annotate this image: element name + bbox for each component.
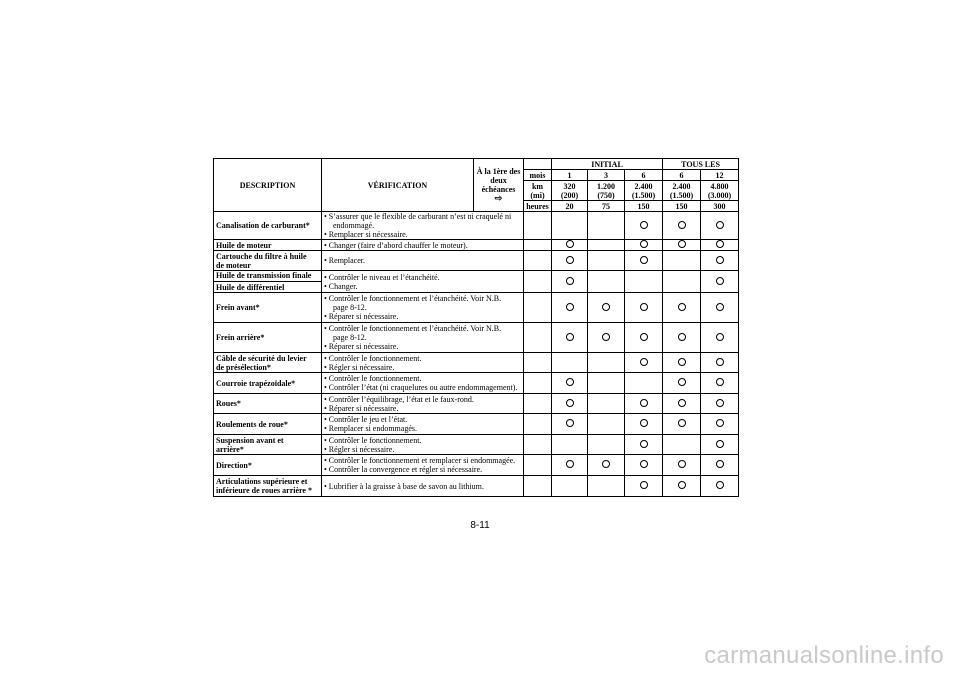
- interval-cell: [588, 251, 625, 271]
- month-value: 6: [625, 170, 663, 181]
- label-column-cell: [524, 353, 552, 373]
- interval-cell: [663, 212, 701, 240]
- verification-line: • Contrôler le fonctionnement et l’étanchéité. Voir N.B.: [324, 294, 502, 303]
- circle-mark-icon: [716, 399, 724, 407]
- row-description: [214, 476, 322, 497]
- row-description: [214, 323, 322, 353]
- interval-cell: [625, 271, 663, 293]
- circle-mark-icon: [566, 419, 574, 427]
- description-line: Huile de moteur: [216, 240, 272, 250]
- circle-mark-icon: [640, 256, 648, 264]
- circle-mark-icon: [566, 303, 574, 311]
- circle-mark-icon: [716, 256, 724, 264]
- interval-cell: [663, 435, 701, 455]
- table-row: [214, 476, 739, 497]
- description-line: Câble de sécurité du levier: [216, 353, 307, 363]
- circle-mark-icon: [716, 221, 724, 229]
- circle-mark-icon: [566, 256, 574, 264]
- verification-line: • Réparer si nécessaire.: [324, 403, 399, 413]
- circle-mark-icon: [640, 419, 648, 427]
- circle-mark-icon: [716, 378, 724, 386]
- row-description: [214, 271, 322, 293]
- verification-line: • Lubrifier à la graisse à base de savon au lithium.: [324, 481, 484, 491]
- description-line: Huile de différentiel: [216, 283, 285, 292]
- first-due-line2: deux: [490, 176, 507, 185]
- table-row: [214, 414, 739, 435]
- label-column-cell: [524, 323, 552, 353]
- circle-mark-icon: [640, 399, 648, 407]
- verification-line: • Contrôler le jeu et l’état.: [324, 415, 408, 424]
- hours-value: 300: [701, 201, 739, 212]
- verification-line: • Régler si nécessaire.: [324, 444, 395, 454]
- circle-mark-icon: [678, 240, 686, 248]
- circle-mark-icon: [678, 303, 686, 311]
- description-line: Courroie trapézoïdale*: [216, 378, 296, 388]
- circle-mark-icon: [640, 460, 648, 468]
- circle-mark-icon: [566, 277, 574, 285]
- circle-mark-icon: [566, 378, 574, 386]
- interval-cell: [552, 293, 588, 323]
- verification-line: • Changer (faire d’abord chauffer le moteur).: [324, 240, 468, 250]
- circle-mark-icon: [678, 419, 686, 427]
- label-column-cell: [524, 212, 552, 240]
- table-row: [214, 251, 739, 271]
- table-row: [214, 373, 739, 394]
- interval-cell: [663, 394, 701, 414]
- row-verification: [322, 435, 524, 455]
- label-hours: heures: [524, 201, 552, 212]
- label-column-cell: [524, 271, 552, 293]
- row-verification: [322, 323, 524, 353]
- interval-cell: [552, 414, 588, 435]
- description-line: Huile de transmission finale: [214, 271, 321, 282]
- month-value: 3: [588, 170, 625, 181]
- row-verification: [322, 353, 524, 373]
- interval-cell: [625, 455, 663, 476]
- interval-cell: [552, 323, 588, 353]
- interval-cell: [625, 476, 663, 497]
- description-line: de moteur: [216, 260, 251, 270]
- description-line: Direction*: [216, 460, 252, 470]
- table-row: [214, 353, 739, 373]
- circle-mark-icon: [678, 378, 686, 386]
- circle-mark-icon: [640, 481, 648, 489]
- interval-cell: [625, 212, 663, 240]
- interval-cell: [588, 394, 625, 414]
- verification-line: page 8-12.: [333, 333, 367, 342]
- km-value: 320 (200): [552, 181, 588, 201]
- interval-cell: [588, 414, 625, 435]
- month-value: 6: [663, 170, 701, 181]
- verification-line: • S’assurer que le flexible de carburant n’est ni craquelé ni: [324, 212, 512, 221]
- km-value: 4.800 (3.000): [701, 181, 739, 201]
- hours-value: 150: [625, 201, 663, 212]
- circle-mark-icon: [716, 481, 724, 489]
- interval-cell: [663, 293, 701, 323]
- interval-cell: [588, 476, 625, 497]
- description-line: Frein avant*: [216, 303, 260, 312]
- interval-cell: [701, 240, 739, 251]
- description-line: Articulations supérieure et: [216, 477, 308, 486]
- interval-cell: [625, 293, 663, 323]
- verification-line: • Contrôler le fonctionnement et remplacer si endommagée.: [324, 456, 516, 465]
- page-number: 8-11: [470, 520, 490, 531]
- interval-cell: [701, 414, 739, 435]
- row-verification: [322, 251, 524, 271]
- interval-cell: [701, 251, 739, 271]
- circle-mark-icon: [716, 240, 724, 248]
- description-line: Suspension avant et: [216, 435, 284, 445]
- row-description: [214, 251, 322, 271]
- interval-cell: [552, 394, 588, 414]
- circle-mark-icon: [716, 303, 724, 311]
- header-initial: INITIAL: [552, 159, 663, 170]
- label-column-cell: [524, 455, 552, 476]
- description-line: Canalisation de carburant*: [216, 221, 310, 230]
- interval-cell: [552, 251, 588, 271]
- interval-cell: [701, 293, 739, 323]
- table-row: [214, 240, 739, 251]
- interval-cell: [588, 323, 625, 353]
- interval-cell: [663, 414, 701, 435]
- circle-mark-icon: [678, 333, 686, 341]
- verification-line: page 8-12.: [333, 303, 367, 312]
- interval-cell: [625, 373, 663, 394]
- table-row: [214, 455, 739, 476]
- verification-line: • Remplacer si endommagés.: [324, 424, 417, 433]
- circle-mark-icon: [716, 440, 724, 448]
- row-description: [214, 240, 322, 251]
- interval-cell: [663, 240, 701, 251]
- circle-mark-icon: [640, 303, 648, 311]
- table-row: [214, 394, 739, 414]
- header-description: DESCRIPTION: [214, 159, 322, 212]
- circle-mark-icon: [640, 440, 648, 448]
- label-column-cell: [524, 251, 552, 271]
- circle-mark-icon: [602, 333, 610, 341]
- hours-value: 150: [663, 201, 701, 212]
- label-column-cell: [524, 414, 552, 435]
- verification-line: • Changer.: [324, 281, 358, 291]
- label-months: mois: [524, 170, 552, 181]
- interval-cell: [552, 373, 588, 394]
- interval-cell: [625, 394, 663, 414]
- first-due-line1: À la 1ère des: [476, 167, 521, 176]
- row-verification: [322, 212, 524, 240]
- table-row: [214, 212, 739, 240]
- circle-mark-icon: [566, 333, 574, 341]
- hours-value: 75: [588, 201, 625, 212]
- interval-cell: [663, 251, 701, 271]
- row-description: [214, 455, 322, 476]
- interval-cell: [625, 414, 663, 435]
- description-line: Frein arrière*: [216, 333, 265, 342]
- km-value: 2.400 (1.500): [663, 181, 701, 201]
- watermark: carmanualsonline.info: [704, 642, 944, 669]
- hours-value: 20: [552, 201, 588, 212]
- row-verification: [322, 394, 524, 414]
- header-blank: [524, 159, 552, 170]
- verification-line: • Contrôler le fonctionnement.: [324, 435, 422, 445]
- circle-mark-icon: [566, 460, 574, 468]
- interval-cell: [625, 323, 663, 353]
- month-value: 1: [552, 170, 588, 181]
- circle-mark-icon: [678, 399, 686, 407]
- interval-cell: [663, 323, 701, 353]
- row-description: [214, 212, 322, 240]
- verification-line: • Contrôler le fonctionnement.: [324, 374, 422, 383]
- interval-cell: [588, 240, 625, 251]
- row-description: [214, 293, 322, 323]
- row-verification: [322, 271, 524, 293]
- circle-mark-icon: [678, 460, 686, 468]
- interval-cell: [701, 212, 739, 240]
- circle-mark-icon: [640, 358, 648, 366]
- table-row: [214, 435, 739, 455]
- verification-line: • Contrôler le niveau et l’étanchéité.: [324, 272, 440, 282]
- verification-line: • Contrôler l’équilibrage, l’état et le faux-rond.: [324, 394, 474, 404]
- label-km-text: km: [531, 181, 544, 191]
- interval-cell: [663, 353, 701, 373]
- circle-mark-icon: [602, 460, 610, 468]
- interval-cell: [588, 455, 625, 476]
- interval-cell: [701, 476, 739, 497]
- label-mi-text: (mi): [530, 190, 545, 200]
- description-line: inférieure de roues arrière *: [216, 486, 312, 495]
- circle-mark-icon: [716, 277, 724, 285]
- table-row: [214, 293, 739, 323]
- interval-cell: [701, 455, 739, 476]
- label-column-cell: [524, 394, 552, 414]
- label-km: [524, 181, 552, 201]
- row-description: [214, 414, 322, 435]
- interval-cell: [625, 353, 663, 373]
- row-verification: [322, 414, 524, 435]
- row-description: [214, 435, 322, 455]
- interval-cell: [588, 212, 625, 240]
- circle-mark-icon: [716, 358, 724, 366]
- description-line: de présélection*: [216, 362, 271, 372]
- interval-cell: [663, 373, 701, 394]
- interval-cell: [552, 212, 588, 240]
- interval-cell: [701, 394, 739, 414]
- verification-line: • Contrôler le fonctionnement.: [324, 353, 422, 363]
- description-line: arrière*: [216, 444, 244, 454]
- interval-cell: [588, 353, 625, 373]
- interval-cell: [701, 323, 739, 353]
- circle-mark-icon: [566, 399, 574, 407]
- interval-cell: [552, 271, 588, 293]
- row-verification: [322, 293, 524, 323]
- verification-line: • Réparer si nécessaire.: [324, 312, 399, 321]
- interval-cell: [625, 240, 663, 251]
- row-description: [214, 353, 322, 373]
- description-line: Roues*: [216, 399, 241, 408]
- interval-cell: [588, 373, 625, 394]
- interval-cell: [701, 373, 739, 394]
- header-verification: VÉRIFICATION: [322, 159, 474, 212]
- circle-mark-icon: [716, 460, 724, 468]
- label-column-cell: [524, 240, 552, 251]
- interval-cell: [701, 353, 739, 373]
- interval-cell: [663, 455, 701, 476]
- header-first-due: [474, 159, 524, 212]
- first-due-line3: échéances: [481, 185, 516, 194]
- label-column-cell: [524, 476, 552, 497]
- header-every: TOUS LES: [663, 159, 739, 170]
- interval-cell: [552, 353, 588, 373]
- circle-mark-icon: [716, 419, 724, 427]
- verification-line: • Régler si nécessaire.: [324, 362, 395, 372]
- row-description: [214, 394, 322, 414]
- table-row: [214, 323, 739, 353]
- interval-cell: [588, 293, 625, 323]
- verification-line: • Réparer si nécessaire.: [324, 342, 399, 351]
- row-verification: [322, 240, 524, 251]
- description-line: Cartouche du filtre à huile: [216, 251, 307, 261]
- interval-cell: [625, 435, 663, 455]
- circle-mark-icon: [602, 303, 610, 311]
- verification-line: • Remplacer.: [324, 256, 366, 265]
- circle-mark-icon: [678, 358, 686, 366]
- interval-cell: [552, 455, 588, 476]
- interval-cell: [625, 251, 663, 271]
- interval-cell: [552, 435, 588, 455]
- interval-cell: [663, 476, 701, 497]
- interval-cell: [701, 271, 739, 293]
- label-column-cell: [524, 293, 552, 323]
- row-verification: [322, 476, 524, 497]
- circle-mark-icon: [640, 240, 648, 248]
- maintenance-table: [213, 158, 739, 497]
- interval-cell: [588, 271, 625, 293]
- interval-cell: [552, 476, 588, 497]
- verification-line: • Contrôler l’état (ni craquelures ou autre endommagement).: [324, 383, 518, 392]
- circle-mark-icon: [678, 481, 686, 489]
- interval-cell: [701, 435, 739, 455]
- circle-mark-icon: [716, 333, 724, 341]
- label-column-cell: [524, 373, 552, 394]
- km-value: 1.200 (750): [588, 181, 625, 201]
- row-verification: [322, 455, 524, 476]
- circle-mark-icon: [640, 333, 648, 341]
- circle-mark-icon: [566, 240, 574, 248]
- verification-line: • Remplacer si nécessaire.: [324, 230, 408, 239]
- description-line: Roulements de roue*: [216, 419, 288, 429]
- right-arrow-outline-icon: ⇨: [494, 193, 503, 203]
- row-description: [214, 373, 322, 394]
- circle-mark-icon: [640, 221, 648, 229]
- interval-cell: [588, 435, 625, 455]
- table-row: [214, 271, 739, 293]
- label-column-cell: [524, 435, 552, 455]
- circle-mark-icon: [678, 221, 686, 229]
- km-value: 2.400 (1.500): [625, 181, 663, 201]
- row-verification: [322, 373, 524, 394]
- interval-cell: [552, 240, 588, 251]
- interval-cell: [663, 271, 701, 293]
- verification-line: endommagé.: [333, 221, 375, 230]
- verification-line: • Contrôler la convergence et régler si nécessaire.: [324, 465, 483, 474]
- verification-line: • Contrôler le fonctionnement et l’étanchéité. Voir N.B.: [324, 324, 502, 333]
- month-value: 12: [701, 170, 739, 181]
